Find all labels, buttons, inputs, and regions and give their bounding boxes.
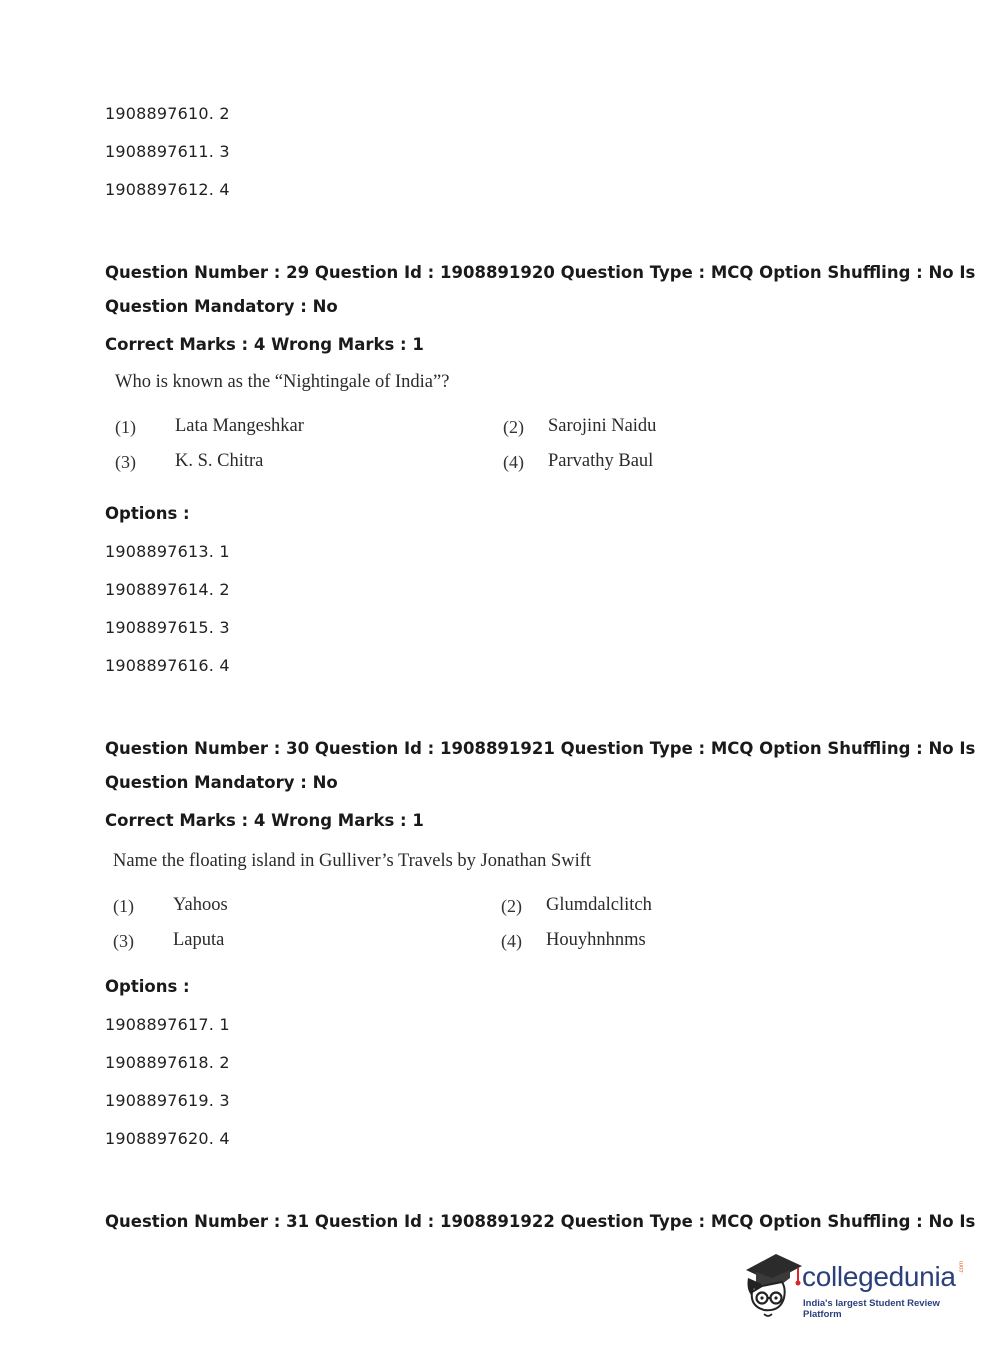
logo-tagline: India's largest Student Review Platform <box>803 1298 940 1320</box>
choice-text: Houyhnhnms <box>546 930 646 950</box>
option-line: 1908897618. 2 <box>105 1053 230 1072</box>
question-text: Who is known as the “Nightingale of India”? <box>115 372 450 392</box>
choice-number: (4) <box>501 931 522 951</box>
question-marks: Correct Marks : 4 Wrong Marks : 1 <box>105 811 424 830</box>
question-mandatory: Question Mandatory : No <box>105 297 338 316</box>
choice-text: Lata Mangeshkar <box>175 416 304 436</box>
choice-number: (3) <box>113 931 134 951</box>
mascot-icon <box>742 1248 804 1320</box>
collegedunia-logo <box>742 1248 972 1320</box>
choice-text: Laputa <box>173 930 225 950</box>
choice-text: Yahoos <box>173 895 228 915</box>
choice-text: K. S. Chitra <box>175 451 264 471</box>
option-line: 1908897620. 4 <box>105 1129 230 1148</box>
choice-text: Parvathy Baul <box>548 451 654 471</box>
logo-domain-suffix: .com <box>959 1260 965 1274</box>
option-line: 1908897614. 2 <box>105 580 230 599</box>
question-marks: Correct Marks : 4 Wrong Marks : 1 <box>105 335 424 354</box>
choice-text: Glumdalclitch <box>546 895 652 915</box>
option-line: 1908897617. 1 <box>105 1015 230 1034</box>
choice-number: (2) <box>501 896 522 916</box>
choice-number: (3) <box>115 452 136 472</box>
options-label: Options : <box>105 977 190 996</box>
choice-number: (2) <box>503 417 524 437</box>
option-line: 1908897616. 4 <box>105 656 230 675</box>
option-line: 1908897613. 1 <box>105 542 230 561</box>
question-mandatory: Question Mandatory : No <box>105 773 338 792</box>
question-header: Question Number : 29 Question Id : 1908891920 Question Type : MCQ Option Shuffling : No Is <box>105 263 976 282</box>
option-line: 1908897612. 4 <box>105 180 230 199</box>
choice-text: Sarojini Naidu <box>548 416 657 436</box>
choice-number: (1) <box>115 417 136 437</box>
options-label: Options : <box>105 504 190 523</box>
option-line: 1908897619. 3 <box>105 1091 230 1110</box>
logo-wordmark: collegedunia <box>802 1261 956 1292</box>
choice-number: (4) <box>503 452 524 472</box>
question-header: Question Number : 30 Question Id : 1908891921 Question Type : MCQ Option Shuffling : No Is <box>105 739 976 758</box>
choice-number: (1) <box>113 896 134 916</box>
option-line: 1908897611. 3 <box>105 142 230 161</box>
option-line: 1908897610. 2 <box>105 104 230 123</box>
question-header: Question Number : 31 Question Id : 1908891922 Question Type : MCQ Option Shuffling : No Is <box>105 1212 976 1231</box>
option-line: 1908897615. 3 <box>105 618 230 637</box>
question-text: Name the floating island in Gulliver’s Travels by Jonathan Swift <box>113 851 592 871</box>
